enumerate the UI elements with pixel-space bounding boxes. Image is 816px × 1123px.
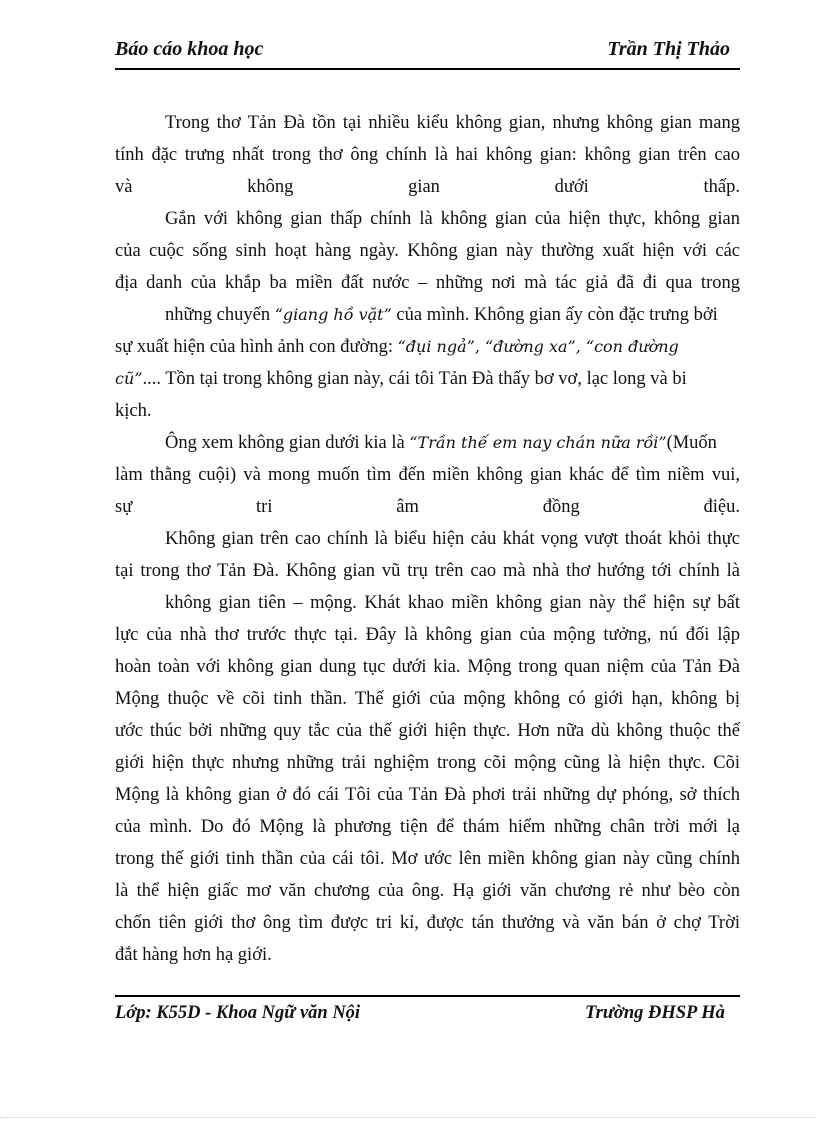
text-run: .... Tồn tại trong không gian này, cái tôi Tản Đà thấy bơ vơ, lạc long và bi (142, 369, 687, 389)
footer-class: Lớp: K55D - Khoa Ngữ văn Nội (115, 1003, 361, 1023)
text-line: Mộng thuộc về cõi tinh thần. Thế giới của mộng không có giới hạn, không bị (115, 689, 740, 709)
text-line: địa danh của khắp ba miền đất nước – những nơi mà tác giả đã đi qua trong (115, 273, 740, 293)
text-line: chốn tiên giới thơ ông tìm được tri kỉ, được tán thưởng và văn bán ở chợ Trời (115, 913, 740, 933)
page-boundary (0, 1117, 816, 1118)
text-line: và không gian dưới thấp. (115, 177, 740, 197)
text-line: là thể hiện giấc mơ văn chương của ông. Hạ giới văn chương rẻ như bèo còn (115, 881, 740, 901)
text-line: Không gian trên cao chính là biểu hiện cảu khát vọng vượt thoát khỏi thực (165, 529, 740, 549)
page-header (115, 38, 740, 70)
text-line: hoàn toàn với không gian dung tục dưới kia. Mộng trong quan niệm của Tản Đà (115, 657, 740, 677)
text-line: Mộng là không gian ở đó cái Tôi của Tản Đà phơi trải những dự phóng, sở thích (115, 785, 740, 805)
text-line (165, 430, 717, 456)
text-line: đắt hàng hơn hạ giới. (115, 945, 272, 965)
quote-run: “đụi ngả”, “đường xa”, “con đường (397, 337, 679, 356)
quote-run: cũ” (115, 369, 143, 388)
quote-run: “giang hồ vặt” (274, 305, 392, 324)
text-line: của mình. Do đó Mộng là phương tiện để thám hiểm những chân trời mới lạ (115, 817, 740, 837)
header-author: Trần Thị Thảo (607, 38, 730, 60)
text-line: làm thằng cuội) và mong muốn tìm đến miền không gian khác để tìm niềm vui, (115, 465, 740, 485)
text-line: của cuộc sống sinh hoạt hàng ngày. Không gian này thường xuất hiện với các (115, 241, 740, 261)
text-run: những chuyến (165, 305, 275, 325)
text-line: không gian tiên – mộng. Khát khao miền không gian này thể hiện sự bất (165, 593, 740, 613)
text-line (115, 366, 687, 392)
text-line (165, 302, 718, 328)
text-line: ước thúc bởi những quy tắc của thế giới hiện thực. Hơn nữa dù không thuộc thế (115, 721, 740, 741)
text-line: kịch. (115, 401, 152, 421)
text-run: của mình. Không gian ấy còn đặc trưng bởi (391, 305, 718, 325)
text-line: sự tri âm đồng điệu. (115, 497, 740, 517)
text-line: giới hiện thực nhưng những trải nghiệm trong cõi mộng cũng là hiện thực. Cõi (115, 753, 740, 773)
quote-run: “Trần thế em nay chán nữa rồi” (409, 433, 667, 452)
text-line: tính đặc trưng nhất trong thơ ông chính là hai không gian: không gian trên cao (115, 145, 740, 165)
text-line: Gắn với không gian thấp chính là không gian của hiện thực, không gian (165, 209, 740, 229)
text-line: trong thế giới tinh thần của cái tôi. Mơ ước lên miền không gian này cũng chính (115, 849, 740, 869)
text-line: Trong thơ Tản Đà tồn tại nhiều kiểu không gian, nhưng không gian mang (165, 113, 740, 133)
text-line (115, 334, 679, 360)
text-run: (Muốn (666, 433, 717, 453)
header-title: Báo cáo khoa học (115, 38, 264, 60)
footer-rule (115, 995, 740, 997)
text-run: Ông xem không gian dưới kia là (165, 433, 410, 453)
text-run: sự xuất hiện của hình ảnh con đường: (115, 337, 398, 357)
text-line: lực của nhà thơ trước thực tại. Đây là không gian của mộng tưởng, nú đối lập (115, 625, 740, 645)
footer-school: Trường ĐHSP Hà (585, 1003, 725, 1023)
text-line: tại trong thơ Tản Đà. Không gian vũ trụ trên cao mà nhà thơ hướng tới chính là (115, 561, 740, 581)
